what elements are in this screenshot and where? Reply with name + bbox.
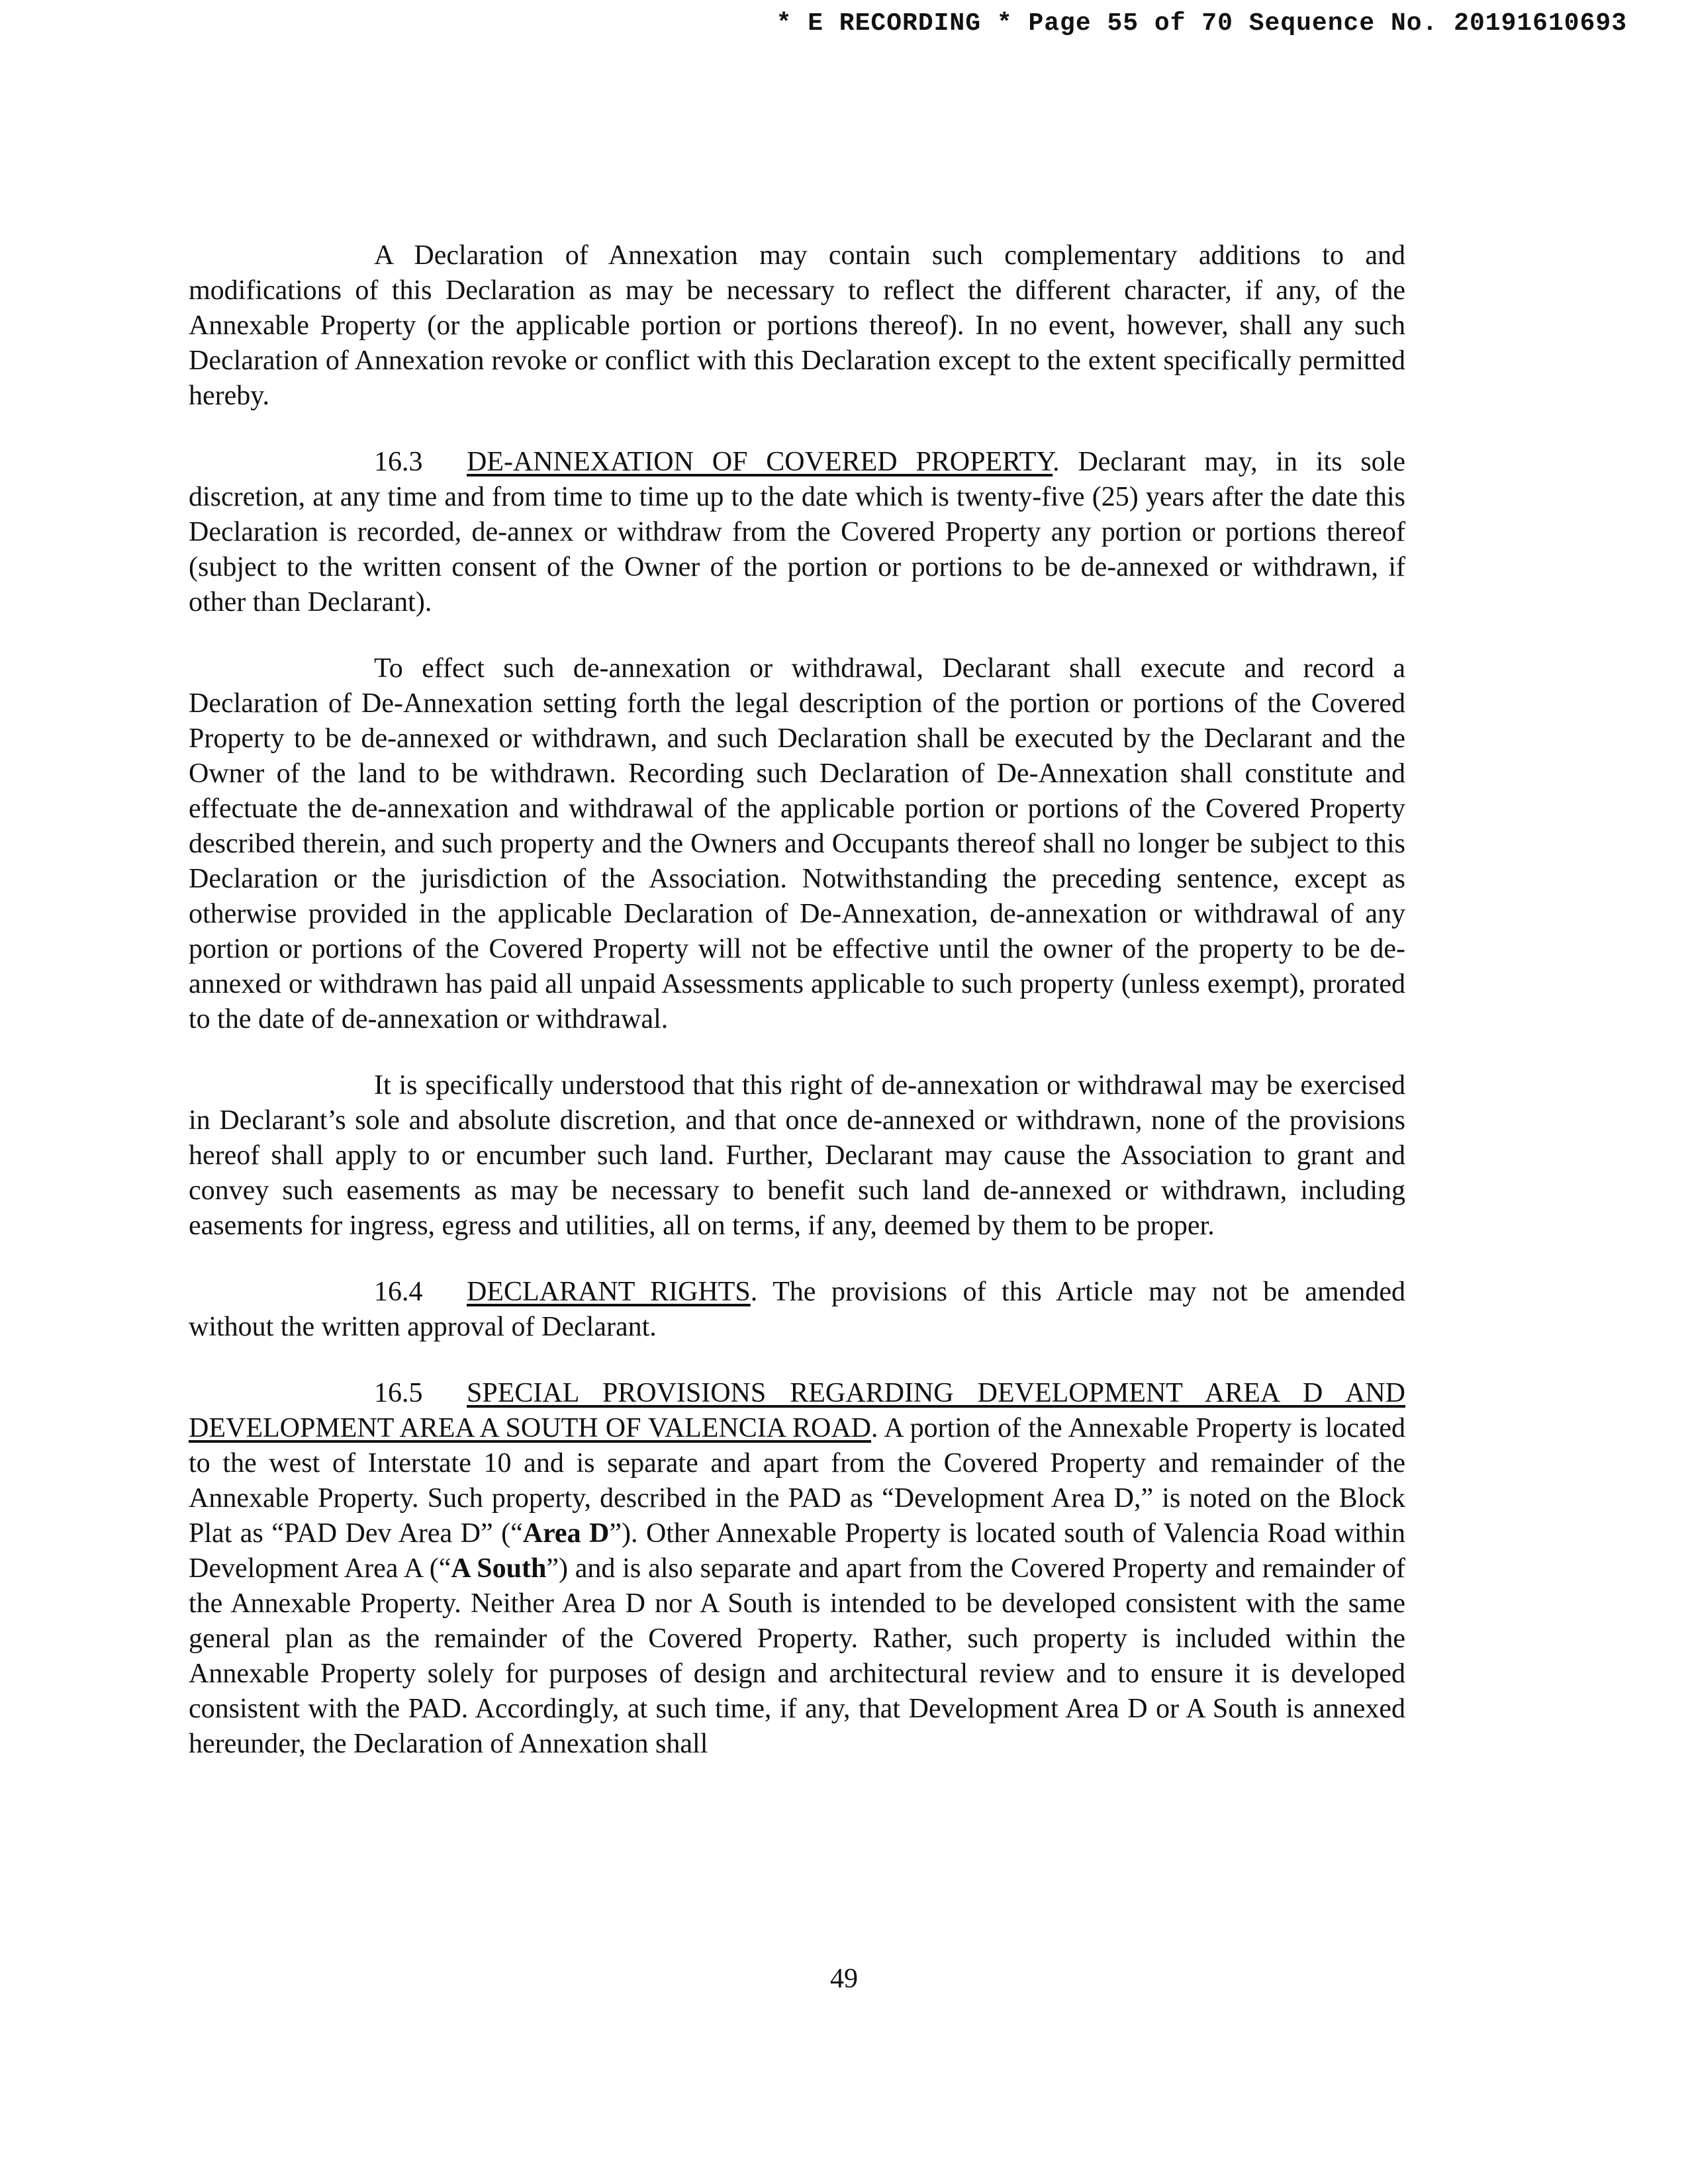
recording-header: * E RECORDING * Page 55 of 70 Sequence No. 20191610693 [776,9,1627,38]
section-heading: SPECIAL PROVISIONS REGARDING DEVELOPMENT AREA D AND DEVELOPMENT AREA A SOUTH OF VALENCIA ROAD [189,1378,1405,1443]
section-16-5 [189,1376,1405,1762]
section-body: . The provisions of this Article may not be amended without the written approval of Declarant. [189,1277,1406,1342]
document-body [189,238,1405,1793]
section-body-part: ”) and is also separate and apart from the Covered Property and remainder of the Annexable Property. Neither Area D nor A South is intended to be developed consistent with the same general plan as the remainder of the Covered Property. Rather, such property is included within the Annexable Property solely for purposes of design and architectural review and to ensure it is developed consistent with the PAD. Accordingly, at such time, if any, that Development Area D or A South is annexed hereunder, the Declaration of Annexation shall [189,1553,1406,1759]
section-body-part: . A portion of the Annexable Property is located to the west of Interstate 10 and is separate and apart from the Covered Property and remainder of the Annexable Property. Such property, described in the PAD as “Development Area D,” is noted on the Block Plat as “PAD Dev Area D” (“ [189,1413,1405,1549]
paragraph-annexation-additions: A Declaration of Annexation may contain such complementary additions to and modifications of this Declaration as may be necessary to reflect the different character, if any, of the Annexable Property (or the applicable portion or portions thereof). In no event, however, shall any such Declaration of Annexation revoke or conflict with this Declaration except to the extent specifically permitted hereby. [189,240,1405,411]
section-heading: DECLARANT RIGHTS [467,1277,751,1307]
section-body: . Declarant may, in its sole discretion, at any time and from time to time up to the date which is twenty-five (25) years after the date this Declaration is recorded, de-annex or withdraw from the Covered Property any portion or portions thereof (subject to the written consent of the Owner of the portion or portions to be de-annexed or withdrawn, if other than Declarant). [189,447,1406,617]
section-16-4 [189,1275,1405,1345]
defined-term-a-south: A South [451,1553,547,1584]
section-number: 16.3 [374,447,423,477]
page-number: 49 [830,1964,858,1994]
section-number: 16.4 [374,1277,423,1307]
defined-term-area-d: Area D [522,1518,610,1549]
section-number: 16.5 [374,1378,423,1408]
section-heading: DE-ANNEXATION OF COVERED PROPERTY [467,447,1053,477]
paragraph-de-annexation-procedure: To effect such de-annexation or withdrawal, Declarant shall execute and record a Declaration of De-Annexation setting forth the legal description of the portion or portions of the Covered Property to be de-annexed or withdrawn, and such Declaration shall be executed by the Declarant and the Owner of the land to be withdrawn. Recording such Declaration of De-Annexation shall constitute and effectuate the de-annexation and withdrawal of the applicable portion or portions of the Covered Property described therein, and such property and the Owners and Occupants thereof shall no longer be subject to this Declaration or the jurisdiction of the Association. Notwithstanding the preceding sentence, except as otherwise provided in the applicable Declaration of De-Annexation, de-annexation or withdrawal of any portion or portions of the Covered Property will not be effective until the owner of the property to be de-annexed or withdrawn has paid all unpaid Assessments applicable to such property (unless exempt), prorated to the date of de-annexation or withdrawal. [189,653,1405,1034]
section-body-part: ”). Other Annexable Property is located south of Valencia Road within Development Area A (“ [189,1518,1405,1584]
paragraph-de-annexation-discretion: It is specifically understood that this right of de-annexation or withdrawal may be exercised in Declarant’s sole and absolute discretion, and that once de-annexed or withdrawn, none of the provisions hereof shall apply to or encumber such land. Further, Declarant may cause the Association to grant and convey such easements as may be necessary to benefit such land de-annexed or withdrawn, including easements for ingress, egress and utilities, all on terms, if any, deemed by them to be proper. [189,1070,1405,1241]
section-16-3 [189,445,1405,620]
